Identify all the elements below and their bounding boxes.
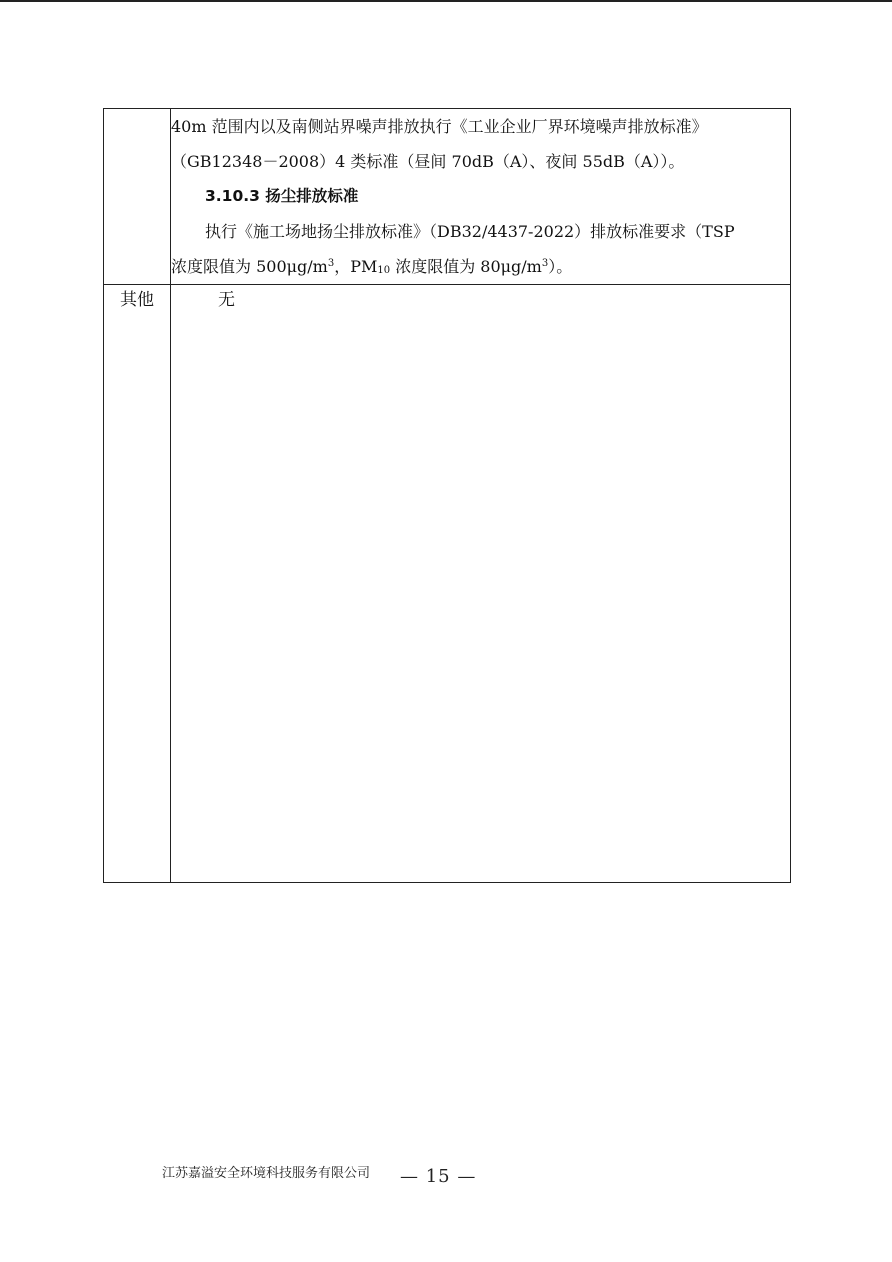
superscript-3: 3 — [541, 258, 549, 269]
closing-text: ）。 — [548, 257, 573, 276]
other-value: 无 — [218, 290, 235, 310]
section-heading: 3.10.3 扬尘排放标准 — [205, 187, 359, 205]
footer-company: 江苏嘉溢安全环境科技服务有限公司 — [162, 1166, 371, 1181]
superscript-3: 3 — [327, 258, 335, 269]
noise-standard-line-2: （GB12348－2008）4 类标准（昼间 70dB（A）、夜间 55dB（A））。 — [171, 152, 685, 171]
standards-cell — [171, 109, 791, 285]
pm-text: ，PM — [334, 257, 378, 276]
empty-label-cell — [104, 109, 171, 285]
tsp-limit-text: 浓度限值为 500μg/m — [171, 257, 328, 276]
dust-standard-line-2 — [171, 249, 790, 284]
pm10-limit-text: 浓度限值为 80μg/m — [390, 257, 542, 276]
subscript-10: 10 — [377, 265, 391, 276]
other-value-cell — [171, 285, 791, 883]
table-row — [104, 285, 791, 883]
dust-standard-line-1: 执行《施工场地扬尘排放标准》（DB32/4437-2022）排放标准要求（TSP — [205, 222, 735, 241]
noise-standard-line-1: 40m 范围内以及南侧站界噪声排放执行《工业企业厂界环境噪声排放标准》 — [171, 117, 708, 136]
other-label: 其他 — [104, 285, 171, 883]
content-table — [103, 108, 791, 883]
top-rule — [0, 0, 892, 2]
page-number: — 15 — — [400, 1166, 477, 1187]
table-row — [104, 109, 791, 285]
